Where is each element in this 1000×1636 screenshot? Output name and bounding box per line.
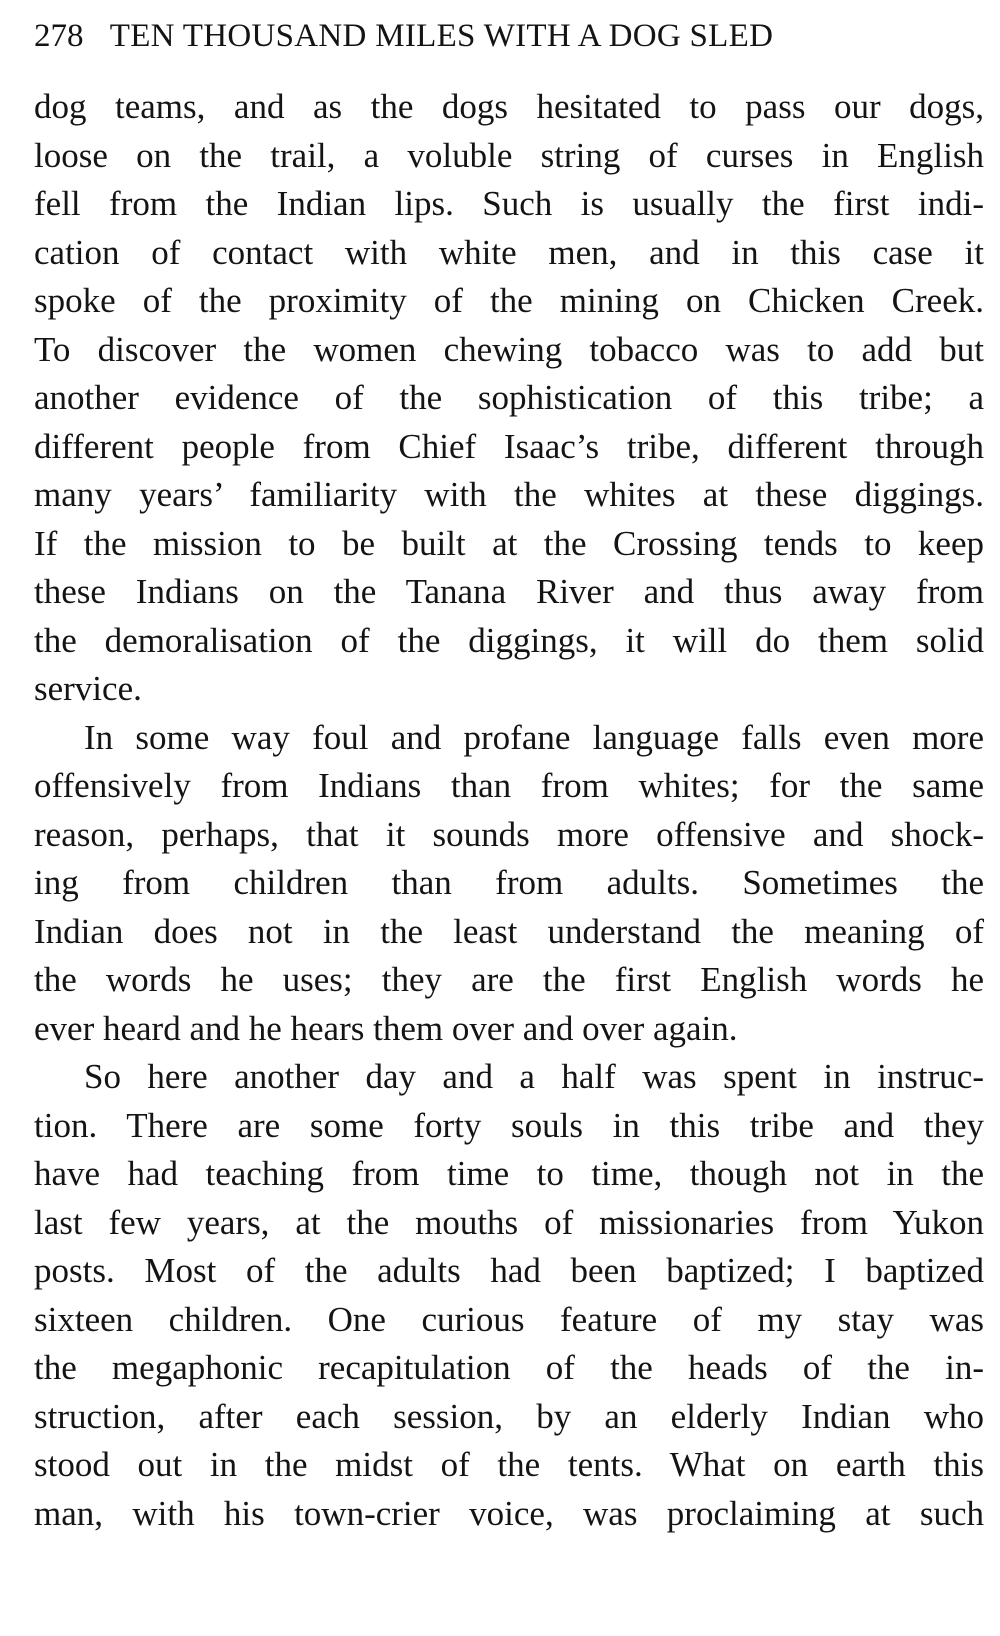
text-line: struction, after each session, by an elderly Indian who (34, 1396, 984, 1436)
text-line: tion. There are some forty souls in this tribe and they (34, 1105, 984, 1145)
text-line: If the mission to be built at the Crossing tends to keep (34, 523, 984, 563)
text-line: loose on the trail, a voluble string of curses in English (34, 135, 984, 175)
text-line: the megaphonic recapitulation of the heads of the in- (34, 1348, 984, 1387)
text-line: the demoralisation of the diggings, it will do them solid (34, 620, 984, 660)
text-line: fell from the Indian lips. Such is usually the first indi- (34, 184, 984, 223)
running-head (34, 14, 946, 58)
text-line: So here another day and a half was spent in instruc- (84, 1057, 984, 1096)
text-line: last few years, at the mouths of missionaries from Yukon (34, 1202, 984, 1242)
text-line: sixteen children. One curious feature of my stay was (34, 1299, 984, 1339)
text-line: many years’ familiarity with the whites at these diggings. (34, 475, 984, 514)
text-line: man, with his town-crier voice, was proclaiming at such (34, 1493, 984, 1533)
text-line: Indian does not in the least understand the meaning of (34, 911, 984, 951)
text-line: have had teaching from time to time, though not in the (34, 1154, 984, 1193)
text-line: offensively from Indians than from whites; for the same (34, 766, 984, 805)
text-line: these Indians on the Tanana River and thus away from (34, 572, 984, 611)
page-number: 278 (34, 18, 84, 54)
text-line: stood out in the midst of the tents. What on earth this (34, 1445, 984, 1484)
text-line: ever heard and he hears them over and over again. (34, 1008, 738, 1048)
text-line: spoke of the proximity of the mining on Chicken Creek. (34, 281, 984, 320)
text-line: dog teams, and as the dogs hesitated to pass our dogs, (34, 87, 984, 126)
text-line: cation of contact with white men, and in this case it (34, 232, 984, 272)
text-line: In some way foul and profane language falls even more (84, 717, 984, 757)
text-line: To discover the women chewing tobacco was to add but (34, 329, 984, 369)
body-text (34, 83, 984, 1538)
text-line: service. (34, 669, 142, 708)
text-line: different people from Chief Isaac’s tribe, different through (34, 426, 984, 466)
text-line: ing from children than from adults. Sometimes the (34, 863, 984, 902)
running-title: TEN THOUSAND MILES WITH A DOG SLED (109, 18, 774, 54)
paragraph (34, 83, 984, 714)
text-line: reason, perhaps, that it sounds more offensive and shock- (34, 814, 984, 854)
text-line: posts. Most of the adults had been baptized; I baptized (34, 1251, 984, 1290)
text-line: the words he uses; they are the first English words he (34, 960, 984, 999)
paragraph (34, 1053, 984, 1538)
paragraph (34, 714, 984, 1054)
text-line: another evidence of the sophistication of this tribe; a (34, 378, 984, 417)
